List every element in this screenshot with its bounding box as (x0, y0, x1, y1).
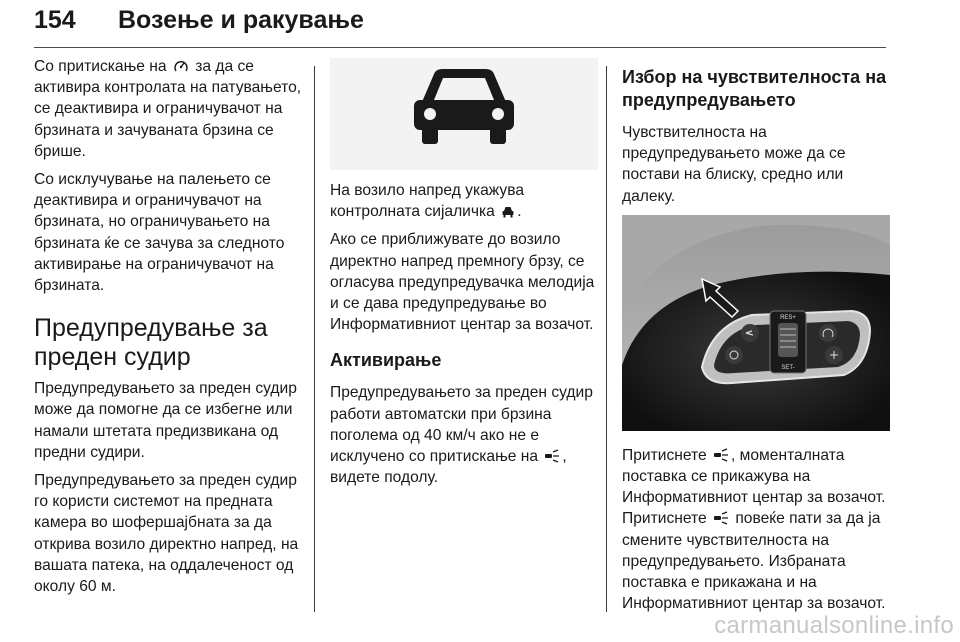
text: Предупредувањето за преден судир работи автоматски при брзина поголема од 40 км/ч ако не е исклучено со притискање на (330, 384, 593, 466)
paragraph (330, 382, 598, 488)
paragraph (330, 180, 598, 222)
vehicle-ahead-icon (501, 206, 515, 218)
watermark: carmanualsonline.info (714, 612, 954, 639)
column-divider (314, 66, 315, 612)
text: Со притискање на (34, 58, 167, 75)
text: повеќе пати за да ја смените чувствителноста на предупредувањето. Избраната поставка е прикажана и на Информативниот центар за возачот. (622, 510, 886, 613)
text: , моменталната поставка се прикажува на Информативниот центар за возачот. Притиснете (622, 446, 886, 528)
set-button-label: SET- (781, 364, 795, 371)
text: , видете подолу. (330, 448, 567, 487)
res-button-label: RES+ (780, 314, 796, 321)
page-number: 154 (34, 6, 76, 34)
column-divider (606, 66, 607, 612)
steering-wheel-controls-figure (622, 215, 890, 431)
paragraph: Ако се приближувате до возило директно напред премногу брзу, се огласува предупредувачка мелодија и се дава предупредување во Информативниот центар за возачот. (330, 231, 595, 334)
section-heading: Предупредување за преден судир (34, 314, 268, 372)
paragraph: Со исклучување на палењето се деактивира и ограничувачот на брзината, но ограничувањето на брзината ќе се зачува за следното активирање на ограничувачот на брзината. (34, 171, 285, 295)
column-middle (330, 56, 598, 495)
text: Притиснете (622, 446, 707, 464)
sensitivity-button-icon (713, 511, 729, 525)
page-header (34, 4, 886, 44)
paragraph (34, 56, 304, 162)
section-title: Возење и ракување (118, 6, 364, 34)
speed-limiter-icon (173, 59, 189, 73)
text: На возило напред укажува контролната сијаличка (330, 182, 524, 221)
column-right (622, 56, 890, 621)
sensitivity-button-icon (713, 448, 729, 462)
section-heading: Активирање (330, 350, 442, 371)
paragraph: Чувствителноста на предупредувањето може да се постави на блиску, средно или далеку. (622, 124, 846, 205)
header-divider (34, 47, 886, 48)
paragraph (622, 445, 890, 615)
paragraph: Предупредувањето за преден судир може да помогне да се избегне или намали штетата предизвикана од предни судири. (34, 380, 297, 461)
sensitivity-button-icon (544, 449, 560, 463)
paragraph: Предупредувањето за преден судир го користи системот на предната камера во шофершајбната за да открива возило директно напред, на вашата патека, на оддалеченост од околу 60 м. (34, 472, 299, 596)
section-heading: Избор на чувствителноста на предупредувањето (622, 67, 887, 110)
text: за да се активира контролата на патувањето, се деактивира и ограничувачот на брзината и зачуваната брзина се брише. (34, 58, 302, 160)
text: . (517, 203, 522, 221)
vehicle-ahead-icon (330, 58, 598, 170)
column-left (34, 56, 304, 604)
